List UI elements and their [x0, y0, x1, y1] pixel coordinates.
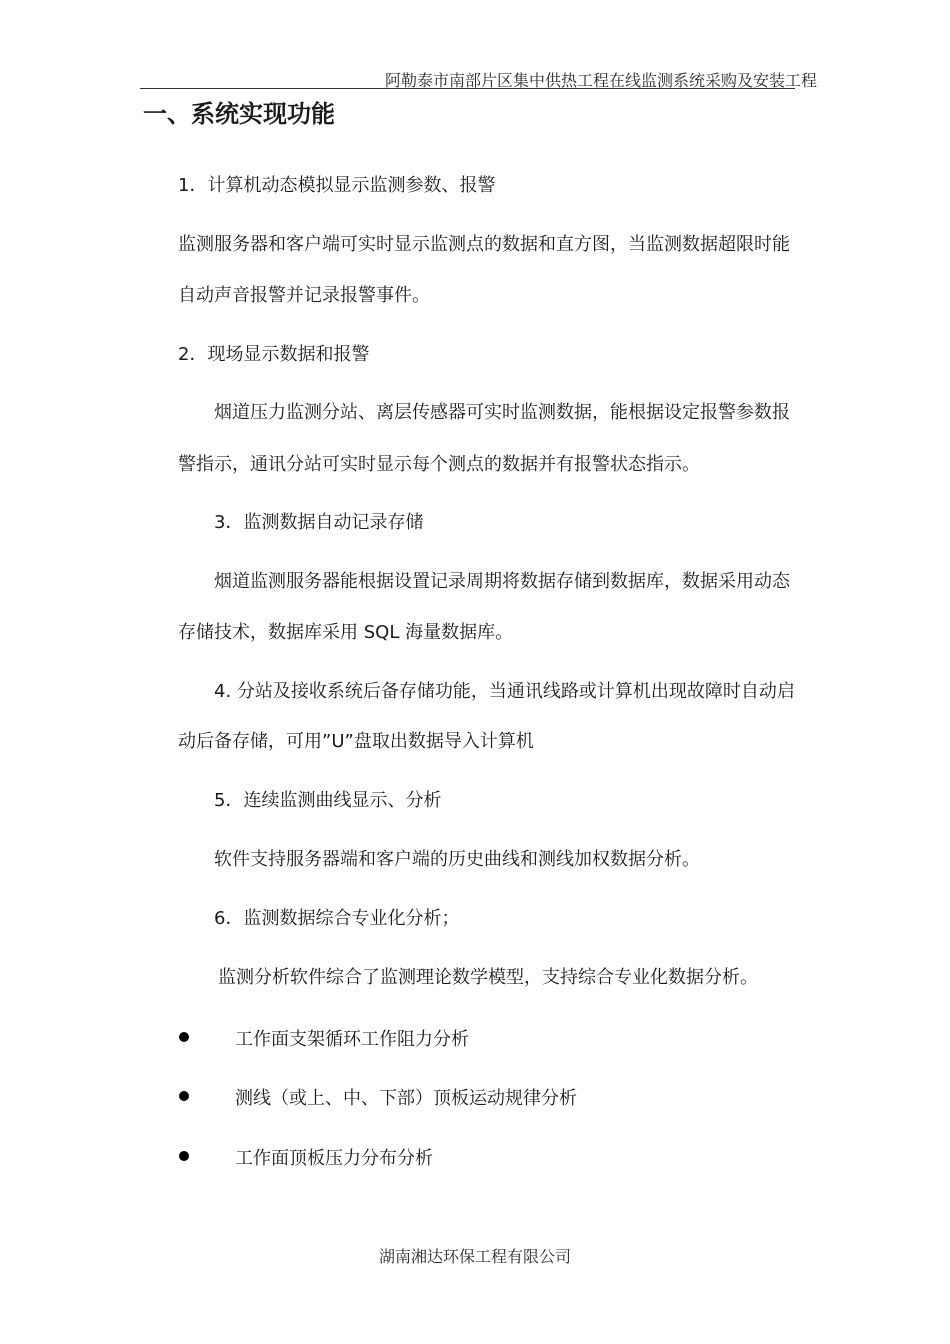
item-2-body-line-2: 警指示，通讯分站可实时显示每个测点的数据并有报警状态指示。	[178, 454, 700, 475]
item-2-body-line-1: 烟道压力监测分站、离层传感器可实时监测数据，能根据设定报警参数报	[214, 402, 790, 423]
section-title: 一、系统实现功能	[143, 100, 335, 128]
item-6-heading: 6．监测数据综合专业化分析；	[214, 908, 460, 929]
footer-company: 湖南湘达环保工程有限公司	[378, 1247, 571, 1266]
item-3-heading: 3．监测数据自动记录存储	[214, 512, 424, 533]
item-1-body-line-1: 监测服务器和客户端可实时显示监测点的数据和直方图，当监测数据超限时能	[178, 234, 790, 255]
item-3-body-line-2: 存储技术，数据库采用 SQL 海量数据库。	[178, 622, 514, 643]
item-4-heading: 4. 分站及接收系统后备存储功能，当通讯线路或计算机出现故障时自动启	[214, 681, 795, 702]
bullet-dot-icon	[179, 1151, 189, 1161]
item-4-body-line-1: 动后备存储，可用”U”盘取出数据导入计算机	[178, 731, 534, 752]
bullet-text: 工作面支架循环工作阻力分析	[235, 1029, 469, 1050]
bullet-text: 工作面顶板压力分布分析	[235, 1148, 433, 1169]
bullet-dot-icon	[179, 1032, 189, 1042]
item-2-heading: 2．现场显示数据和报警	[178, 344, 370, 365]
item-1-heading: 1．计算机动态模拟显示监测参数、报警	[178, 175, 496, 196]
item-6-body-line-1: 监测分析软件综合了监测理论数学模型，支持综合专业化数据分析。	[218, 967, 758, 988]
header-divider	[140, 88, 795, 89]
item-1-body-line-2: 自动声音报警并记录报警事件。	[178, 285, 430, 306]
item-3-body-line-1: 烟道监测服务器能根据设置记录周期将数据存储到数据库，数据采用动态	[214, 571, 790, 592]
bullet-text: 测线（或上、中、下部）顶板运动规律分析	[235, 1088, 577, 1109]
item-5-heading: 5．连续监测曲线显示、分析	[214, 790, 442, 811]
header-title: 阿勒泰市南部片区集中供热工程在线监测系统采购及安装工程	[384, 71, 817, 90]
item-5-body-line-1: 软件支持服务器端和客户端的历史曲线和测线加权数据分析。	[214, 849, 700, 870]
bullet-dot-icon	[179, 1091, 189, 1101]
